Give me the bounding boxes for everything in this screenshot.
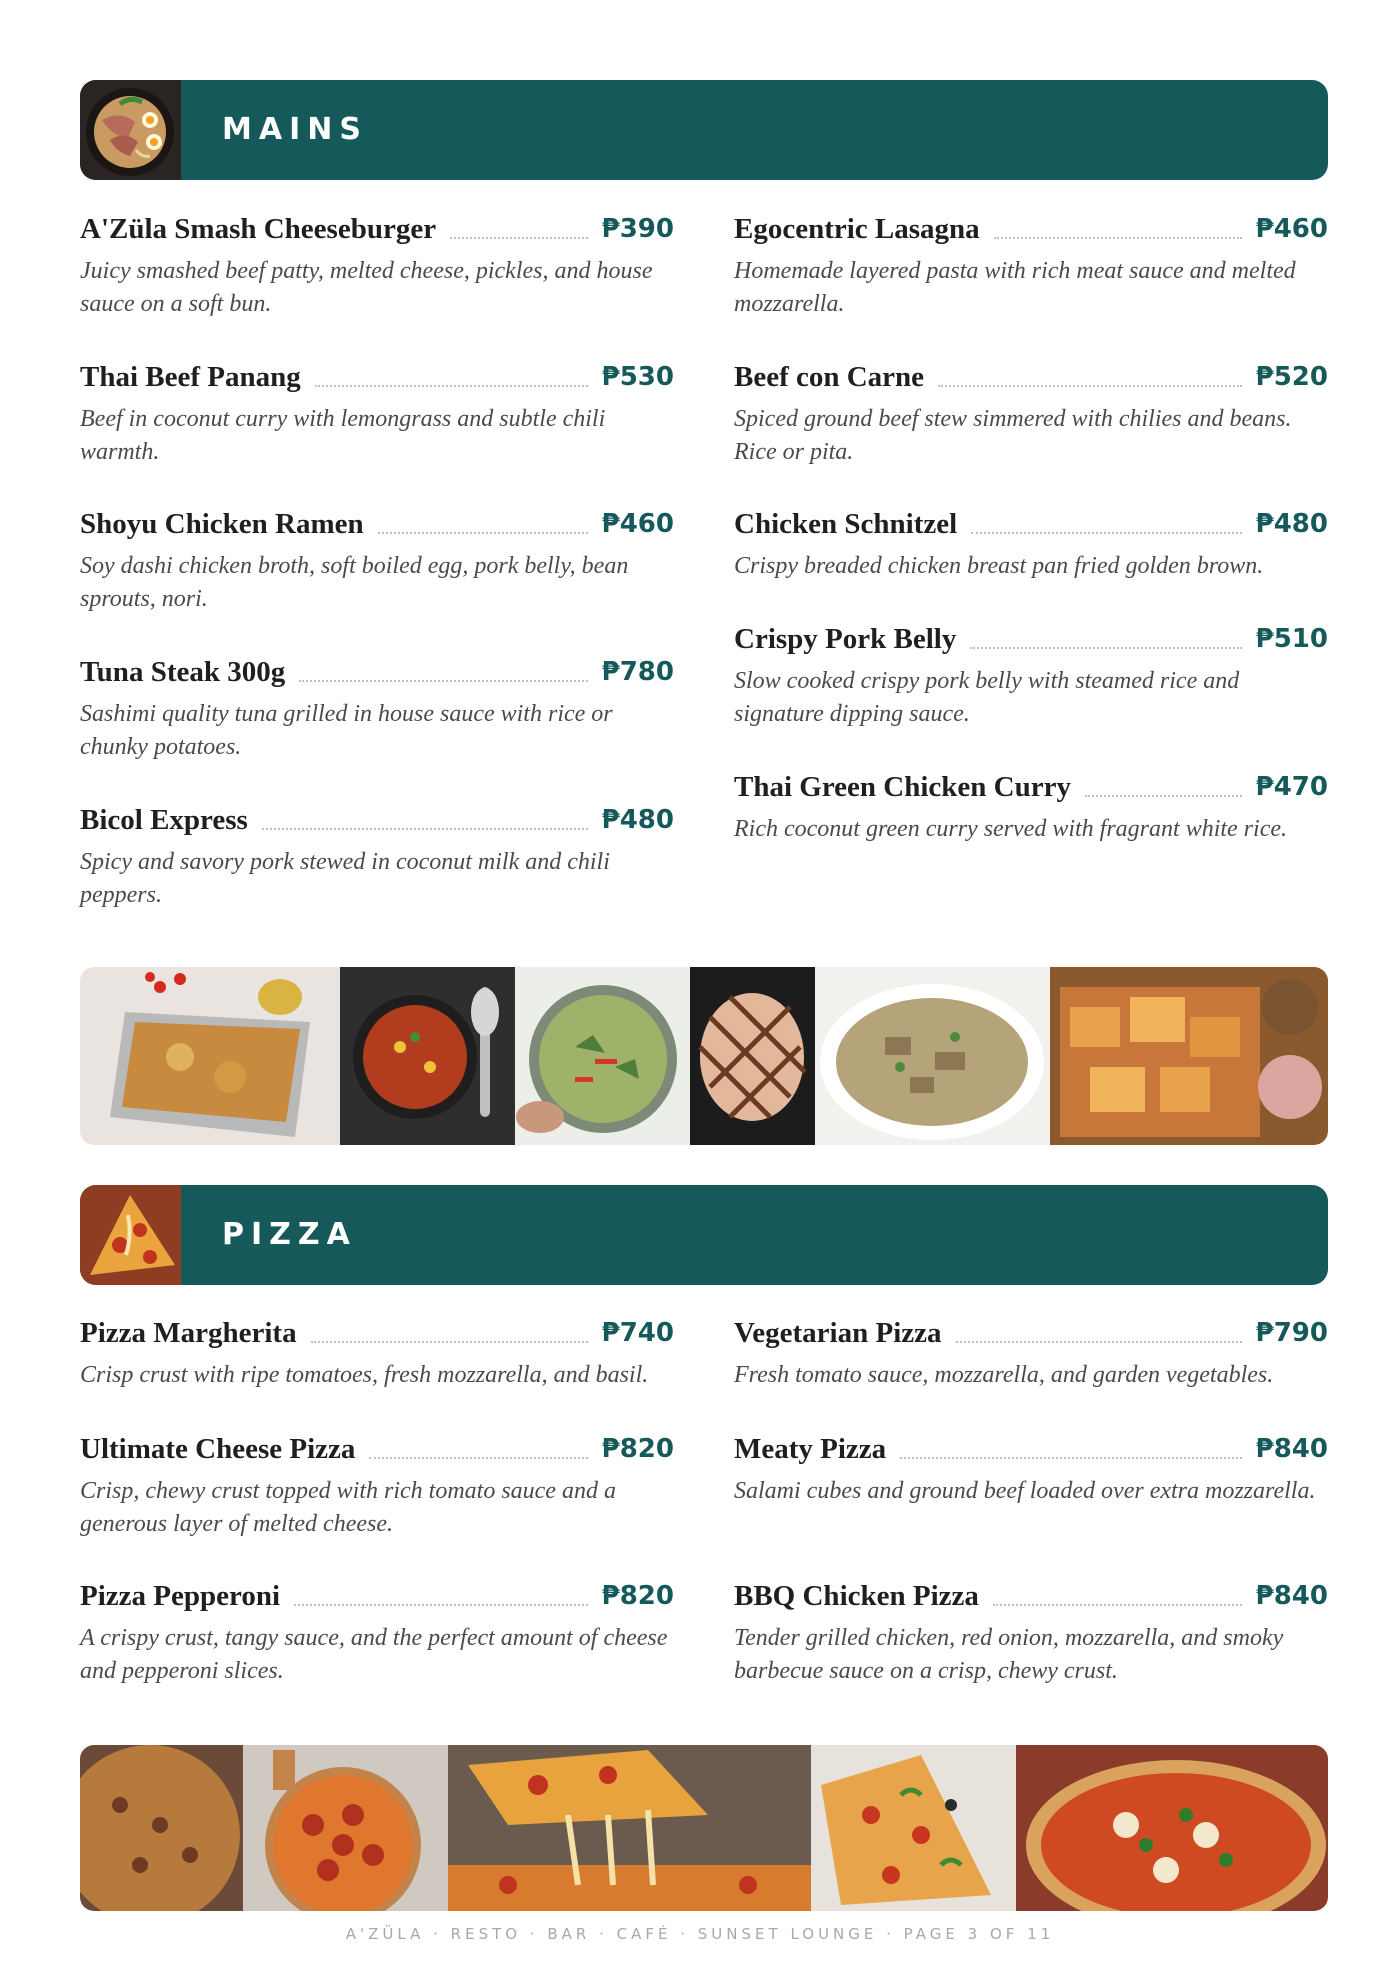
item-description: Fresh tomato sauce, mozzarella, and garden vegetables.: [734, 1362, 1274, 1388]
dot-leader: [450, 237, 588, 239]
pizza-photo-strip: [80, 1745, 1328, 1911]
item-price: ₱460: [601, 509, 674, 539]
menu-item: [734, 1574, 1328, 1688]
item-name: Thai Green Chicken Curry: [734, 771, 1071, 803]
dot-leader: [971, 532, 1241, 534]
item-description: Slow cooked crispy pork belly with steamed rice and signature dipping sauce.: [734, 668, 1240, 727]
meaty-pizza-photo: [80, 1745, 243, 1911]
item-description: Tender grilled chicken, red onion, mozzarella, and smoky barbecue sauce on a crisp, chewy crust.: [734, 1625, 1284, 1684]
dot-leader: [993, 1604, 1242, 1606]
dot-leader: [994, 237, 1242, 239]
chili-con-carne-photo: [340, 967, 515, 1145]
item-name: Chicken Schnitzel: [734, 508, 958, 540]
section-title-mains: MAINS: [222, 112, 368, 147]
mains-section-header: [80, 80, 1328, 180]
item-description: Spiced ground beef stew simmered with chilies and beans. Rice or pita.: [734, 406, 1292, 465]
item-description: Crisp, chewy crust topped with rich tomato sauce and a generous layer of melted cheese.: [80, 1478, 616, 1537]
pepperoni-pizza-photo: [243, 1745, 448, 1911]
crispy-pork-belly-photo: [1050, 967, 1328, 1145]
vegetarian-pizza-photo: [811, 1745, 1016, 1911]
menu-item: [734, 1427, 1328, 1508]
item-description: Soy dashi chicken broth, soft boiled egg, pork belly, bean sprouts, nori.: [80, 553, 629, 612]
section-title-pizza: PIZZA: [222, 1217, 357, 1252]
item-price: ₱740: [601, 1318, 674, 1348]
item-price: ₱520: [1255, 362, 1328, 392]
dot-leader: [900, 1457, 1241, 1459]
menu-item: [734, 502, 1328, 583]
item-price: ₱530: [601, 362, 674, 392]
dot-leader: [1085, 795, 1242, 797]
item-description: Crispy breaded chicken breast pan fried golden brown.: [734, 553, 1264, 579]
menu-item: [80, 502, 674, 616]
cheese-pull-pizza-photo: [448, 1745, 811, 1911]
green-curry-photo: [515, 967, 690, 1145]
item-price: ₱790: [1255, 1318, 1328, 1348]
menu-item: [80, 1427, 674, 1541]
item-name: Pizza Pepperoni: [80, 1580, 281, 1612]
item-name: Tuna Steak 300g: [80, 656, 286, 688]
item-name: BBQ Chicken Pizza: [734, 1580, 979, 1612]
item-price: ₱780: [601, 657, 674, 687]
item-price: ₱460: [1255, 214, 1328, 244]
menu-item: [80, 1574, 674, 1688]
item-description: Sashimi quality tuna grilled in house sauce with rice or chunky potatoes.: [80, 701, 613, 760]
ramen-bowl-thumbnail: [80, 80, 181, 180]
item-name: Egocentric Lasagna: [734, 213, 980, 245]
menu-item: [80, 798, 674, 912]
item-name: Thai Beef Panang: [80, 361, 301, 393]
mains-photo-strip: [80, 967, 1328, 1145]
margherita-pizza-photo: [1016, 1745, 1328, 1911]
pizza-section-header: [80, 1185, 1328, 1285]
bicol-express-photo: [815, 967, 1050, 1145]
lasagna-photo: [80, 967, 340, 1145]
item-price: ₱470: [1255, 772, 1328, 802]
dot-leader: [970, 647, 1241, 649]
item-price: ₱480: [1255, 509, 1328, 539]
item-price: ₱840: [1255, 1434, 1328, 1464]
item-price: ₱820: [601, 1434, 674, 1464]
menu-item: [734, 207, 1328, 321]
page-footer: A'ZÜLA · RESTO · BAR · CAFÉ · SUNSET LOUNGE · PAGE 3 OF 11: [345, 1925, 1055, 1943]
menu-item: [80, 207, 674, 321]
dot-leader: [369, 1457, 587, 1459]
item-name: Crispy Pork Belly: [734, 623, 957, 655]
dot-leader: [378, 532, 588, 534]
item-name: Beef con Carne: [734, 361, 925, 393]
item-name: Pizza Margherita: [80, 1317, 297, 1349]
item-price: ₱820: [601, 1581, 674, 1611]
menu-item: [80, 650, 674, 764]
dot-leader: [956, 1341, 1242, 1343]
item-price: ₱390: [601, 214, 674, 244]
menu-item: [80, 1311, 674, 1392]
item-name: Meaty Pizza: [734, 1433, 887, 1465]
item-description: Salami cubes and ground beef loaded over extra mozzarella.: [734, 1478, 1316, 1504]
grilled-tuna-steak-photo: [690, 967, 815, 1145]
item-description: A crispy crust, tangy sauce, and the perfect amount of cheese and pepperoni slices.: [80, 1625, 668, 1684]
menu-item: [734, 617, 1328, 731]
menu-item: [734, 1311, 1328, 1392]
item-price: ₱840: [1255, 1581, 1328, 1611]
item-description: Homemade layered pasta with rich meat sauce and melted mozzarella.: [734, 258, 1296, 317]
item-price: ₱480: [601, 805, 674, 835]
item-name: Vegetarian Pizza: [734, 1317, 942, 1349]
pizza-slice-thumbnail: [80, 1185, 181, 1285]
item-description: Rich coconut green curry served with fragrant white rice.: [734, 816, 1287, 842]
dot-leader: [315, 385, 588, 387]
item-description: Beef in coconut curry with lemongrass and subtle chili warmth.: [80, 406, 606, 465]
item-name: Bicol Express: [80, 804, 248, 836]
item-description: Crisp crust with ripe tomatoes, fresh mozzarella, and basil.: [80, 1362, 649, 1388]
item-name: A'Züla Smash Cheeseburger: [80, 213, 437, 245]
menu-item: [734, 355, 1328, 469]
dot-leader: [938, 385, 1242, 387]
dot-leader: [294, 1604, 588, 1606]
dot-leader: [311, 1341, 588, 1343]
menu-item: [80, 355, 674, 469]
dot-leader: [299, 680, 587, 682]
item-name: Shoyu Chicken Ramen: [80, 508, 364, 540]
menu-item: [734, 765, 1328, 846]
item-price: ₱510: [1255, 624, 1328, 654]
item-description: Juicy smashed beef patty, melted cheese, pickles, and house sauce on a soft bun.: [80, 258, 653, 317]
item-description: Spicy and savory pork stewed in coconut milk and chili peppers.: [80, 849, 610, 908]
dot-leader: [262, 828, 588, 830]
item-name: Ultimate Cheese Pizza: [80, 1433, 356, 1465]
